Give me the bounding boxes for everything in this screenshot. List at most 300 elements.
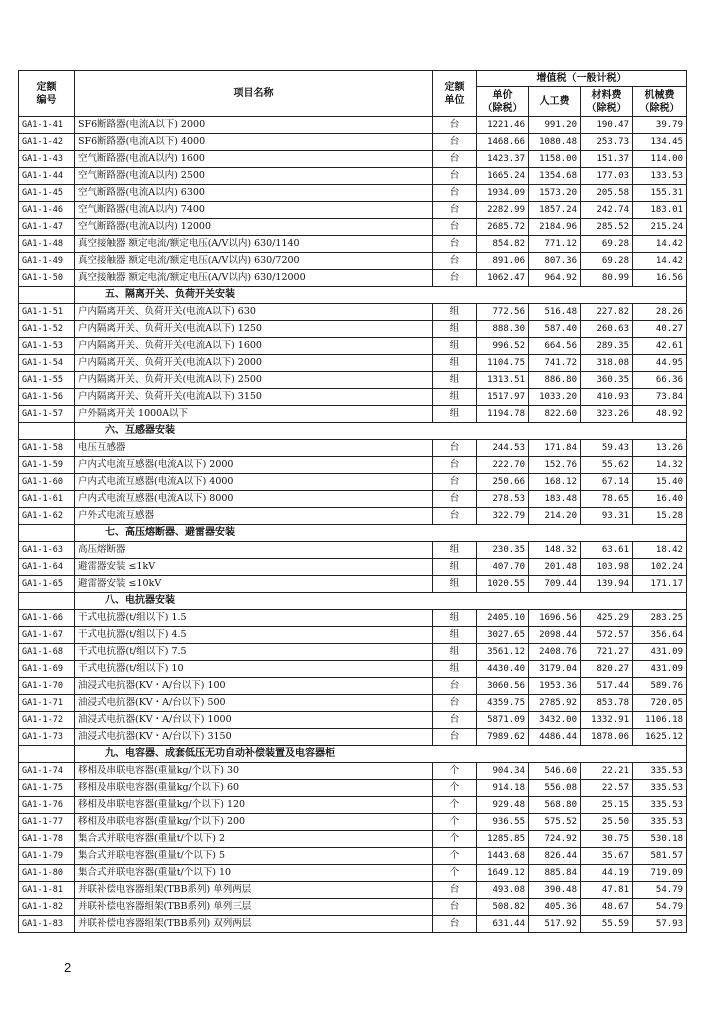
section-title: 五、隔离开关、负荷开关安装 bbox=[75, 287, 687, 304]
quota-unit: 台 bbox=[433, 117, 477, 134]
item-name: 空气断路器(电流A以内) 6300 bbox=[75, 185, 433, 202]
labor-cost: 3179.04 bbox=[529, 661, 581, 678]
item-name: 户内隔离开关、负荷开关(电流A以下) 2000 bbox=[75, 355, 433, 372]
labor-cost: 148.32 bbox=[529, 542, 581, 559]
material-cost: 44.19 bbox=[581, 865, 633, 882]
unit-price: 278.53 bbox=[477, 491, 529, 508]
quota-code: GA1-1-76 bbox=[19, 797, 75, 814]
material-cost: 151.37 bbox=[581, 151, 633, 168]
item-name: 并联补偿电容器组架(TBB系列) 单列两层 bbox=[75, 882, 433, 899]
machine-cost: 42.61 bbox=[633, 338, 687, 355]
unit-price: 891.06 bbox=[477, 253, 529, 270]
machine-cost: 431.09 bbox=[633, 661, 687, 678]
machine-cost: 39.79 bbox=[633, 117, 687, 134]
quota-unit: 个 bbox=[433, 763, 477, 780]
table-row bbox=[19, 253, 687, 270]
quota-code: GA1-1-72 bbox=[19, 712, 75, 729]
machine-cost: 16.56 bbox=[633, 270, 687, 287]
table-row bbox=[19, 712, 687, 729]
quota-code: GA1-1-54 bbox=[19, 355, 75, 372]
item-name: 油浸式电抗器(KV・A/台以下) 100 bbox=[75, 678, 433, 695]
quota-unit: 台 bbox=[433, 457, 477, 474]
machine-cost: 14.42 bbox=[633, 236, 687, 253]
unit-price: 1104.75 bbox=[477, 355, 529, 372]
material-cost: 1332.91 bbox=[581, 712, 633, 729]
item-name: 户外隔离开关 1000A以下 bbox=[75, 406, 433, 423]
section-row bbox=[19, 287, 687, 304]
labor-cost: 822.60 bbox=[529, 406, 581, 423]
labor-cost: 771.12 bbox=[529, 236, 581, 253]
quota-unit: 组 bbox=[433, 355, 477, 372]
machine-cost: 133.53 bbox=[633, 168, 687, 185]
item-name: 空气断路器(电流A以内) 12000 bbox=[75, 219, 433, 236]
unit-price: 1062.47 bbox=[477, 270, 529, 287]
labor-cost: 1573.20 bbox=[529, 185, 581, 202]
unit-price: 4359.75 bbox=[477, 695, 529, 712]
quota-code: GA1-1-78 bbox=[19, 831, 75, 848]
item-name: 高压熔断器 bbox=[75, 542, 433, 559]
unit-price: 631.44 bbox=[477, 916, 529, 933]
table-row bbox=[19, 236, 687, 253]
unit-price: 914.18 bbox=[477, 780, 529, 797]
material-cost: 853.78 bbox=[581, 695, 633, 712]
header-price: 单价 （除税） bbox=[477, 87, 529, 117]
unit-price: 493.08 bbox=[477, 882, 529, 899]
labor-cost: 1158.00 bbox=[529, 151, 581, 168]
section-code-cell bbox=[19, 593, 75, 610]
quota-unit: 台 bbox=[433, 168, 477, 185]
item-name: 户内隔离开关、负荷开关(电流A以下) 2500 bbox=[75, 372, 433, 389]
table-row bbox=[19, 474, 687, 491]
labor-cost: 183.48 bbox=[529, 491, 581, 508]
quota-code: GA1-1-47 bbox=[19, 219, 75, 236]
labor-cost: 390.48 bbox=[529, 882, 581, 899]
section-code-cell bbox=[19, 287, 75, 304]
quota-code: GA1-1-62 bbox=[19, 508, 75, 525]
quota-code: GA1-1-59 bbox=[19, 457, 75, 474]
material-cost: 285.52 bbox=[581, 219, 633, 236]
material-cost: 59.43 bbox=[581, 440, 633, 457]
unit-price: 854.82 bbox=[477, 236, 529, 253]
section-row bbox=[19, 746, 687, 763]
quota-unit: 组 bbox=[433, 627, 477, 644]
quota-code: GA1-1-50 bbox=[19, 270, 75, 287]
quota-unit: 组 bbox=[433, 559, 477, 576]
labor-cost: 2098.44 bbox=[529, 627, 581, 644]
quota-unit: 个 bbox=[433, 831, 477, 848]
labor-cost: 4486.44 bbox=[529, 729, 581, 746]
material-cost: 80.99 bbox=[581, 270, 633, 287]
material-cost: 253.73 bbox=[581, 134, 633, 151]
quota-unit: 台 bbox=[433, 440, 477, 457]
labor-cost: 741.72 bbox=[529, 355, 581, 372]
machine-cost: 28.26 bbox=[633, 304, 687, 321]
quota-unit: 台 bbox=[433, 185, 477, 202]
item-name: 移相及串联电容器(重量kg/个以下) 30 bbox=[75, 763, 433, 780]
labor-cost: 724.92 bbox=[529, 831, 581, 848]
unit-price: 1468.66 bbox=[477, 134, 529, 151]
item-name: 户内隔离开关、负荷开关(电流A以下) 1600 bbox=[75, 338, 433, 355]
table-row bbox=[19, 882, 687, 899]
item-name: 并联补偿电容器组架(TBB系列) 双列两层 bbox=[75, 916, 433, 933]
unit-price: 1649.12 bbox=[477, 865, 529, 882]
table-row bbox=[19, 185, 687, 202]
section-code-cell bbox=[19, 746, 75, 763]
quota-code: GA1-1-80 bbox=[19, 865, 75, 882]
material-cost: 323.26 bbox=[581, 406, 633, 423]
unit-price: 1194.78 bbox=[477, 406, 529, 423]
header-code: 定额 编号 bbox=[19, 71, 75, 117]
material-cost: 93.31 bbox=[581, 508, 633, 525]
machine-cost: 719.09 bbox=[633, 865, 687, 882]
material-cost: 69.28 bbox=[581, 253, 633, 270]
section-title: 六、互感器安装 bbox=[75, 423, 687, 440]
quota-code: GA1-1-60 bbox=[19, 474, 75, 491]
quota-unit: 台 bbox=[433, 151, 477, 168]
item-name: 电压互感器 bbox=[75, 440, 433, 457]
quota-code: GA1-1-42 bbox=[19, 134, 75, 151]
quota-code: GA1-1-43 bbox=[19, 151, 75, 168]
unit-price: 2685.72 bbox=[477, 219, 529, 236]
section-title: 七、高压熔断器、避雷器安装 bbox=[75, 525, 687, 542]
material-cost: 22.57 bbox=[581, 780, 633, 797]
quota-code: GA1-1-51 bbox=[19, 304, 75, 321]
header-unit: 定额 单位 bbox=[433, 71, 477, 117]
unit-price: 7989.62 bbox=[477, 729, 529, 746]
quota-unit: 个 bbox=[433, 780, 477, 797]
table-row bbox=[19, 678, 687, 695]
machine-cost: 13.26 bbox=[633, 440, 687, 457]
material-cost: 425.29 bbox=[581, 610, 633, 627]
item-name: 干式电抗器(t/组以下) 1.5 bbox=[75, 610, 433, 627]
material-cost: 205.58 bbox=[581, 185, 633, 202]
quota-code: GA1-1-63 bbox=[19, 542, 75, 559]
machine-cost: 335.53 bbox=[633, 814, 687, 831]
table-row bbox=[19, 814, 687, 831]
table-row bbox=[19, 338, 687, 355]
quota-unit: 台 bbox=[433, 729, 477, 746]
unit-price: 3060.56 bbox=[477, 678, 529, 695]
quota-code: GA1-1-64 bbox=[19, 559, 75, 576]
labor-cost: 964.92 bbox=[529, 270, 581, 287]
machine-cost: 66.36 bbox=[633, 372, 687, 389]
unit-price: 5871.09 bbox=[477, 712, 529, 729]
material-cost: 517.44 bbox=[581, 678, 633, 695]
item-name: 空气断路器(电流A以内) 2500 bbox=[75, 168, 433, 185]
machine-cost: 102.24 bbox=[633, 559, 687, 576]
labor-cost: 168.12 bbox=[529, 474, 581, 491]
item-name: 集合式并联电容器(重量t/个以下) 2 bbox=[75, 831, 433, 848]
labor-cost: 1857.24 bbox=[529, 202, 581, 219]
machine-cost: 114.00 bbox=[633, 151, 687, 168]
quota-unit: 组 bbox=[433, 661, 477, 678]
material-cost: 30.75 bbox=[581, 831, 633, 848]
quota-unit: 组 bbox=[433, 338, 477, 355]
machine-cost: 54.79 bbox=[633, 899, 687, 916]
unit-price: 230.35 bbox=[477, 542, 529, 559]
quota-unit: 组 bbox=[433, 644, 477, 661]
quota-code: GA1-1-46 bbox=[19, 202, 75, 219]
table-row bbox=[19, 457, 687, 474]
quota-code: GA1-1-67 bbox=[19, 627, 75, 644]
item-name: 集合式并联电容器(重量t/个以下) 10 bbox=[75, 865, 433, 882]
labor-cost: 201.48 bbox=[529, 559, 581, 576]
item-name: 并联补偿电容器组架(TBB系列) 单列三层 bbox=[75, 899, 433, 916]
quota-unit: 个 bbox=[433, 814, 477, 831]
labor-cost: 664.56 bbox=[529, 338, 581, 355]
table-row bbox=[19, 695, 687, 712]
labor-cost: 886.80 bbox=[529, 372, 581, 389]
unit-price: 996.52 bbox=[477, 338, 529, 355]
table-body bbox=[19, 117, 687, 933]
quota-code: GA1-1-53 bbox=[19, 338, 75, 355]
unit-price: 244.53 bbox=[477, 440, 529, 457]
quota-code: GA1-1-58 bbox=[19, 440, 75, 457]
machine-cost: 1106.18 bbox=[633, 712, 687, 729]
labor-cost: 2785.92 bbox=[529, 695, 581, 712]
machine-cost: 183.01 bbox=[633, 202, 687, 219]
quota-unit: 台 bbox=[433, 712, 477, 729]
labor-cost: 575.52 bbox=[529, 814, 581, 831]
table-row bbox=[19, 270, 687, 287]
material-cost: 63.61 bbox=[581, 542, 633, 559]
machine-cost: 215.24 bbox=[633, 219, 687, 236]
table-row bbox=[19, 321, 687, 338]
labor-cost: 152.76 bbox=[529, 457, 581, 474]
material-cost: 69.28 bbox=[581, 236, 633, 253]
material-cost: 410.93 bbox=[581, 389, 633, 406]
quota-code: GA1-1-49 bbox=[19, 253, 75, 270]
labor-cost: 556.08 bbox=[529, 780, 581, 797]
quota-unit: 台 bbox=[433, 899, 477, 916]
unit-price: 1443.68 bbox=[477, 848, 529, 865]
quota-unit: 组 bbox=[433, 610, 477, 627]
table-row bbox=[19, 763, 687, 780]
item-name: 避雷器安装 ≤10kV bbox=[75, 576, 433, 593]
item-name: 户内式电流互感器(电流A以下) 2000 bbox=[75, 457, 433, 474]
table-row bbox=[19, 780, 687, 797]
header-machine: 机械费 （除税） bbox=[633, 87, 687, 117]
table-row bbox=[19, 168, 687, 185]
machine-cost: 530.18 bbox=[633, 831, 687, 848]
material-cost: 48.67 bbox=[581, 899, 633, 916]
machine-cost: 15.28 bbox=[633, 508, 687, 525]
section-row bbox=[19, 525, 687, 542]
quota-unit: 台 bbox=[433, 236, 477, 253]
quota-unit: 个 bbox=[433, 848, 477, 865]
labor-cost: 1953.36 bbox=[529, 678, 581, 695]
labor-cost: 807.36 bbox=[529, 253, 581, 270]
table-row bbox=[19, 542, 687, 559]
section-row bbox=[19, 423, 687, 440]
quota-code: GA1-1-68 bbox=[19, 644, 75, 661]
unit-price: 1285.85 bbox=[477, 831, 529, 848]
quota-unit: 组 bbox=[433, 372, 477, 389]
item-name: 空气断路器(电流A以内) 7400 bbox=[75, 202, 433, 219]
labor-cost: 171.84 bbox=[529, 440, 581, 457]
unit-price: 1934.09 bbox=[477, 185, 529, 202]
item-name: 移相及串联电容器(重量kg/个以下) 60 bbox=[75, 780, 433, 797]
item-name: 油浸式电抗器(KV・A/台以下) 500 bbox=[75, 695, 433, 712]
quota-unit: 台 bbox=[433, 253, 477, 270]
machine-cost: 44.95 bbox=[633, 355, 687, 372]
material-cost: 289.35 bbox=[581, 338, 633, 355]
material-cost: 242.74 bbox=[581, 202, 633, 219]
item-name: 油浸式电抗器(KV・A/台以下) 1000 bbox=[75, 712, 433, 729]
machine-cost: 335.53 bbox=[633, 763, 687, 780]
labor-cost: 1080.48 bbox=[529, 134, 581, 151]
table-row bbox=[19, 916, 687, 933]
labor-cost: 826.44 bbox=[529, 848, 581, 865]
machine-cost: 48.92 bbox=[633, 406, 687, 423]
labor-cost: 1033.20 bbox=[529, 389, 581, 406]
table-row bbox=[19, 151, 687, 168]
quota-code: GA1-1-69 bbox=[19, 661, 75, 678]
machine-cost: 283.25 bbox=[633, 610, 687, 627]
quota-code: GA1-1-77 bbox=[19, 814, 75, 831]
unit-price: 1313.51 bbox=[477, 372, 529, 389]
machine-cost: 134.45 bbox=[633, 134, 687, 151]
item-name: 移相及串联电容器(重量kg/个以下) 200 bbox=[75, 814, 433, 831]
header-labor: 人工费 bbox=[529, 87, 581, 117]
quota-code: GA1-1-61 bbox=[19, 491, 75, 508]
labor-cost: 709.44 bbox=[529, 576, 581, 593]
quota-code: GA1-1-71 bbox=[19, 695, 75, 712]
header-name: 项目名称 bbox=[75, 71, 433, 117]
machine-cost: 155.31 bbox=[633, 185, 687, 202]
table-row bbox=[19, 831, 687, 848]
item-name: 移相及串联电容器(重量kg/个以下) 120 bbox=[75, 797, 433, 814]
unit-price: 250.66 bbox=[477, 474, 529, 491]
page-number: 2 bbox=[64, 960, 72, 975]
unit-price: 1221.46 bbox=[477, 117, 529, 134]
labor-cost: 885.84 bbox=[529, 865, 581, 882]
material-cost: 47.81 bbox=[581, 882, 633, 899]
unit-price: 2282.99 bbox=[477, 202, 529, 219]
material-cost: 1878.06 bbox=[581, 729, 633, 746]
labor-cost: 214.20 bbox=[529, 508, 581, 525]
unit-price: 2405.10 bbox=[477, 610, 529, 627]
quota-unit: 台 bbox=[433, 491, 477, 508]
machine-cost: 335.53 bbox=[633, 780, 687, 797]
table-row bbox=[19, 406, 687, 423]
table-row bbox=[19, 491, 687, 508]
material-cost: 572.57 bbox=[581, 627, 633, 644]
machine-cost: 1625.12 bbox=[633, 729, 687, 746]
quota-unit: 台 bbox=[433, 882, 477, 899]
material-cost: 55.59 bbox=[581, 916, 633, 933]
item-name: 户内隔离开关、负荷开关(电流A以下) 3150 bbox=[75, 389, 433, 406]
quota-code: GA1-1-56 bbox=[19, 389, 75, 406]
quota-code: GA1-1-41 bbox=[19, 117, 75, 134]
item-name: 避雷器安装 ≤1kV bbox=[75, 559, 433, 576]
header-tax-group: 增值税（一般计税） bbox=[477, 71, 687, 87]
quota-unit: 台 bbox=[433, 270, 477, 287]
item-name: 真空接触器 额定电流/额定电压(A/V以内) 630/1140 bbox=[75, 236, 433, 253]
machine-cost: 171.17 bbox=[633, 576, 687, 593]
labor-cost: 1354.68 bbox=[529, 168, 581, 185]
unit-price: 222.70 bbox=[477, 457, 529, 474]
table-row bbox=[19, 610, 687, 627]
quota-unit: 台 bbox=[433, 219, 477, 236]
machine-cost: 54.79 bbox=[633, 882, 687, 899]
material-cost: 721.27 bbox=[581, 644, 633, 661]
labor-cost: 1696.56 bbox=[529, 610, 581, 627]
unit-price: 3027.65 bbox=[477, 627, 529, 644]
unit-price: 772.56 bbox=[477, 304, 529, 321]
machine-cost: 581.57 bbox=[633, 848, 687, 865]
unit-price: 407.70 bbox=[477, 559, 529, 576]
table-row bbox=[19, 389, 687, 406]
unit-price: 1020.55 bbox=[477, 576, 529, 593]
quota-unit: 个 bbox=[433, 797, 477, 814]
machine-cost: 16.40 bbox=[633, 491, 687, 508]
material-cost: 55.62 bbox=[581, 457, 633, 474]
labor-cost: 2184.96 bbox=[529, 219, 581, 236]
item-name: 户内隔离开关、负荷开关(电流A以下) 630 bbox=[75, 304, 433, 321]
quota-code: GA1-1-70 bbox=[19, 678, 75, 695]
table-row bbox=[19, 372, 687, 389]
material-cost: 820.27 bbox=[581, 661, 633, 678]
table-row bbox=[19, 729, 687, 746]
labor-cost: 546.60 bbox=[529, 763, 581, 780]
quota-code: GA1-1-66 bbox=[19, 610, 75, 627]
table-row bbox=[19, 576, 687, 593]
table-row bbox=[19, 219, 687, 236]
item-name: 干式电抗器(t/组以下) 7.5 bbox=[75, 644, 433, 661]
quota-unit: 组 bbox=[433, 406, 477, 423]
item-name: 真空接触器 额定电流/额定电压(A/V以内) 630/7200 bbox=[75, 253, 433, 270]
quota-code: GA1-1-73 bbox=[19, 729, 75, 746]
quota-unit: 个 bbox=[433, 865, 477, 882]
material-cost: 139.94 bbox=[581, 576, 633, 593]
section-title: 九、电容器、成套低压无功自动补偿装置及电容器柜 bbox=[75, 746, 687, 763]
quota-code: GA1-1-74 bbox=[19, 763, 75, 780]
section-row bbox=[19, 593, 687, 610]
quota-code: GA1-1-81 bbox=[19, 882, 75, 899]
material-cost: 190.47 bbox=[581, 117, 633, 134]
quota-unit: 台 bbox=[433, 134, 477, 151]
item-name: 集合式并联电容器(重量t/个以下) 5 bbox=[75, 848, 433, 865]
material-cost: 360.35 bbox=[581, 372, 633, 389]
material-cost: 35.67 bbox=[581, 848, 633, 865]
unit-price: 508.82 bbox=[477, 899, 529, 916]
item-name: 干式电抗器(t/组以下) 4.5 bbox=[75, 627, 433, 644]
table-row bbox=[19, 865, 687, 882]
item-name: 真空接触器 额定电流/额定电压(A/V以内) 630/12000 bbox=[75, 270, 433, 287]
item-name: SF6断路器(电流A以下) 2000 bbox=[75, 117, 433, 134]
unit-price: 322.79 bbox=[477, 508, 529, 525]
machine-cost: 57.93 bbox=[633, 916, 687, 933]
item-name: 户内式电流互感器(电流A以下) 4000 bbox=[75, 474, 433, 491]
unit-price: 1423.37 bbox=[477, 151, 529, 168]
quota-unit: 台 bbox=[433, 474, 477, 491]
quota-unit: 组 bbox=[433, 542, 477, 559]
unit-price: 1517.97 bbox=[477, 389, 529, 406]
machine-cost: 15.40 bbox=[633, 474, 687, 491]
unit-price: 904.34 bbox=[477, 763, 529, 780]
material-cost: 25.50 bbox=[581, 814, 633, 831]
quota-code: GA1-1-57 bbox=[19, 406, 75, 423]
section-code-cell bbox=[19, 525, 75, 542]
material-cost: 318.08 bbox=[581, 355, 633, 372]
machine-cost: 431.09 bbox=[633, 644, 687, 661]
machine-cost: 18.42 bbox=[633, 542, 687, 559]
machine-cost: 589.76 bbox=[633, 678, 687, 695]
material-cost: 260.63 bbox=[581, 321, 633, 338]
quota-code: GA1-1-75 bbox=[19, 780, 75, 797]
table-row bbox=[19, 355, 687, 372]
